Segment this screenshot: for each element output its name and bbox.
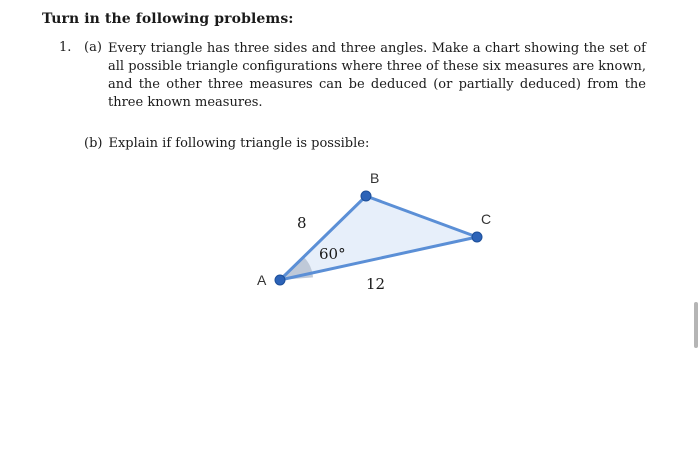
angle-a-label: 60° — [319, 245, 346, 263]
side-ac-label: 12 — [366, 275, 386, 293]
part-b-label: (b) — [84, 136, 103, 151]
part-a-text: Every triangle has three sides and three angles. Make a chart showing the set of all possible triangle configurations where three of these six measures are known, and the other three measures can be deduced (or partially deduced) from the three known measures. — [108, 41, 646, 110]
scrollbar-thumb[interactable] — [694, 302, 698, 348]
vertex-c-label: C — [481, 211, 492, 227]
vertex-b-label: B — [370, 170, 380, 186]
page-heading: Turn in the following problems: — [42, 11, 294, 27]
vertex-a-label: A — [257, 272, 267, 288]
side-ab-label: 8 — [297, 214, 307, 232]
part-b-text: Explain if following triangle is possible: — [108, 136, 370, 151]
point-c — [472, 232, 482, 242]
part-a-label: (a) — [84, 40, 102, 55]
problem-number: 1. — [59, 40, 72, 55]
point-b — [361, 191, 371, 201]
point-a — [275, 275, 285, 285]
